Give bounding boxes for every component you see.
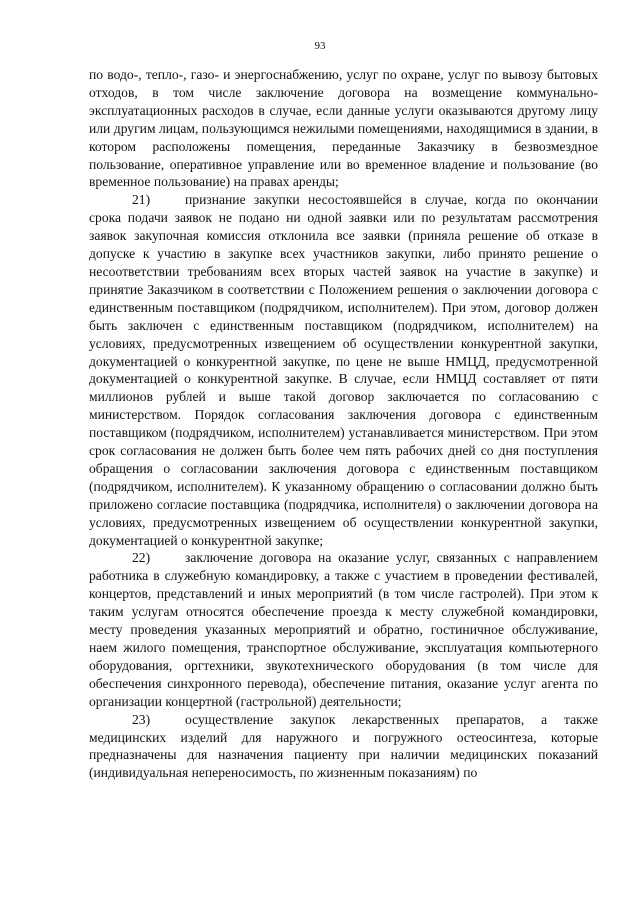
paragraph-item-21: [89, 191, 598, 549]
paragraph-text: заключение договора на оказание услуг, связанных с направлением работника в служебную командировку, а также с участием в проведении фестивалей, концертов, представлений и иных мероприятий (в том числе гастролей). При этом к таким услугам относятся обеспечение проезда к месту служебной командировки, месту проведения указанных мероприятий и обратно, гостиничное обслуживание, наем жилого помещения, транспортное обслуживание, эксплуатация компьютерного оборудования, оргтехники, звукотехнического оборудования (в том числе для обеспечения синхронного перевода), обеспечение питания, оказание услуг агента по организации концертной (гастрольной) деятельности;: [89, 550, 598, 709]
item-number: 23): [132, 711, 151, 727]
item-number: 22): [132, 550, 151, 566]
paragraph-text: по водо-, тепло-, газо- и энергоснабжению, услуг по охране, услуг по вывозу бытовых отходов, в том числе заключение договора на возмещение коммунально-эксплуатационных расходов в случае, если данные услуги оказываются другому лицу или другим лицам, пользующимся нежилыми помещениями, находящимися в здании, в котором расположены помещения, переданные Заказчику в безвозмездное пользование, оперативное управление или во временное владение и пользование (во временное пользование) на правах аренды;: [89, 67, 598, 190]
item-number: 21): [132, 192, 151, 208]
paragraph-text: признание закупки несостоявшейся в случае, когда по окончании срока подачи заявок не подано ни одной заявки или по результатам рассмотрения заявок закупочная комиссия отклонила все заявки (приняла решение об отказе в допуске к участию в закупке всех участников закупки, либо принято решение о несоответствии требованиям всех вторых частей заявок на участие в закупке) и принятие Заказчиком в соответствии с Положением решения о заключении договора с единственным поставщиком (подрядчиком, исполнителем). При этом, договор должен быть заключен с единственным поставщиком (подрядчиком, исполнителем) на условиях, предусмотренных извещением об осуществлении конкурентной закупки, документацией о конкурентной закупке, по цене не выше НМЦД, предусмотренной документацией о конкурентной закупке. В случае, если НМЦД составляет от пяти миллионов рублей и выше такой договор заключается по согласованию с министерством. Порядок согласования заключения договора с единственным поставщиком (подрядчиком, исполнителем) устанавливается министерством. При этом срок согласования не должен быть более чем пять рабочих дней со дня поступления обращения о согласовании заключения договора с единственным поставщиком (подрядчиком, исполнителем). К указанному обращению о согласовании должно быть приложено согласие поставщика (подрядчика, исполнителя) о заключении договора на условиях, предусмотренных извещением об осуществлении конкурентной закупки, документацией о конкурентной закупке;: [89, 192, 598, 548]
paragraph-item-23: [89, 711, 598, 783]
paragraph-continuation: [89, 66, 598, 191]
paragraph-item-22: [89, 549, 598, 710]
paragraph-text: осуществление закупок лекарственных препаратов, а также медицинских изделий для наружного и погружного остеосинтеза, которые предназначены для назначения пациенту при наличии медицинских показаний (индивидуальная непереносимость, по жизненным показаниям) по: [89, 711, 598, 781]
page-number: 93: [314, 40, 326, 52]
document-body: [89, 66, 598, 782]
